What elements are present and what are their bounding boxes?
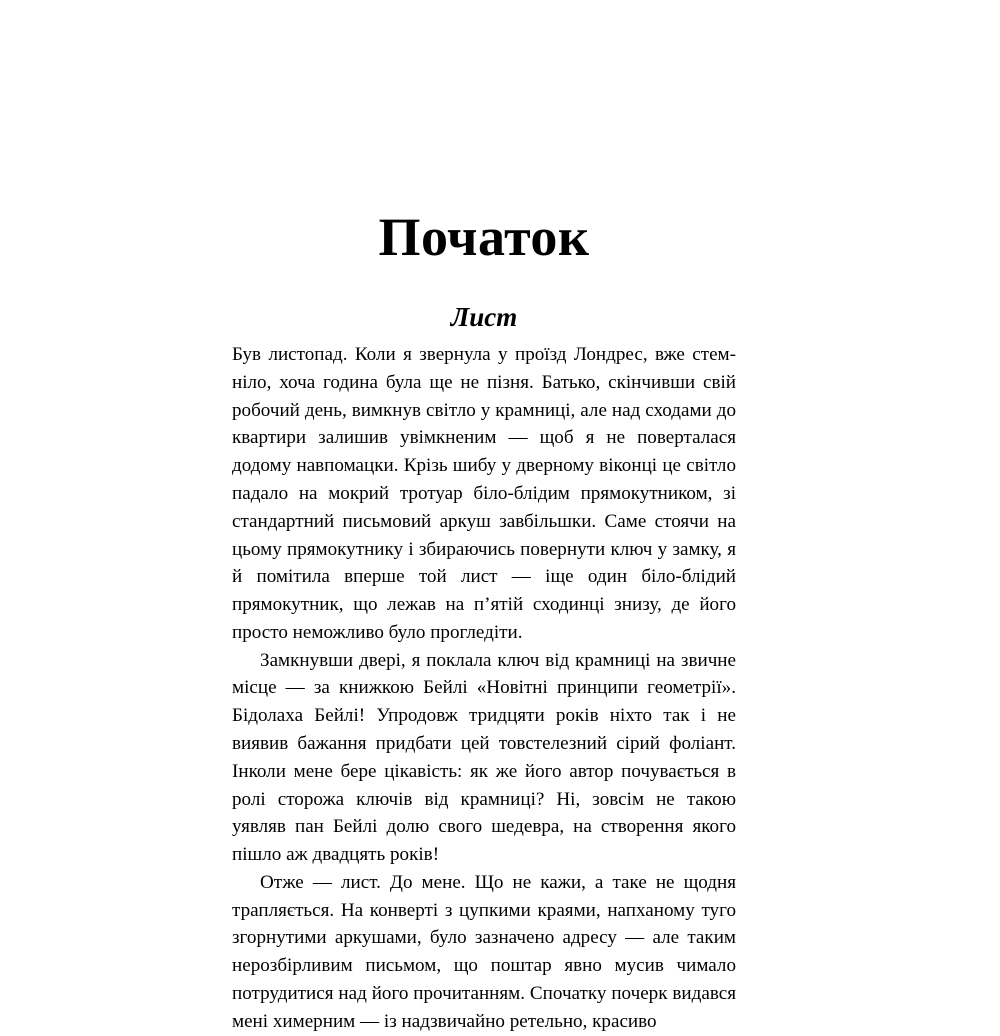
paragraph: Замкнувши двері, я поклала ключ від крамниці на звичне місце — за книжкою Бейлі «Новітні принципи геометрії». Бідолаха Бейлі! Упродовж тридцяти років ніхто так і не виявив бажання придбати цей товстелезний сірий фоліант. Інколи мене бере цікавість: як же його автор почувається в ролі сторожа ключів від крамниці? Ні, зовсім не такою уявляв пан Бейлі долю свого шедевра, на створення якого пішло аж двадцять років! — [232, 649, 736, 866]
body-text — [232, 341, 736, 1036]
section-title: Лист — [450, 302, 518, 333]
paragraph: Отже — лист. До мене. Що не кажи, а таке не щодня трапляється. На конверті з цупкими краями, напханому туго згорнутими аркушами, було зазначено адресу — але таким нерозбірливим письмом, що поштар явно мусив чимало потрудитися над його прочитанням. Спочатку почерк видався мені химерним — із надзвичайно ретельно, красиво — [232, 871, 736, 1032]
chapter-title: Початок — [378, 207, 590, 267]
paragraph: Був листопад. Коли я звернула у проїзд Лондрес, вже стемніло, хоча година була ще не пізня. Батько, скінчивши свій робочий день, вимкнув світло у крамниці, але над сходами до квартири залишив увімкненим — щоб я не поверталася додому навпомацки. Крізь шибу у дверному віконці це світло падало на мокрий тротуар біло-блідим прямокутником, зі стандартний письмовий аркуш завбільшки. Саме стоячи на цьому прямокутнику і збираючись повернути ключ у замку, я й помітила вперше той лист — іще один біло-блідий прямокутник, що лежав на п’ятій сходинці знизу, де його просто неможливо було прогледіти. — [232, 344, 736, 643]
page-content — [232, 0, 736, 1036]
